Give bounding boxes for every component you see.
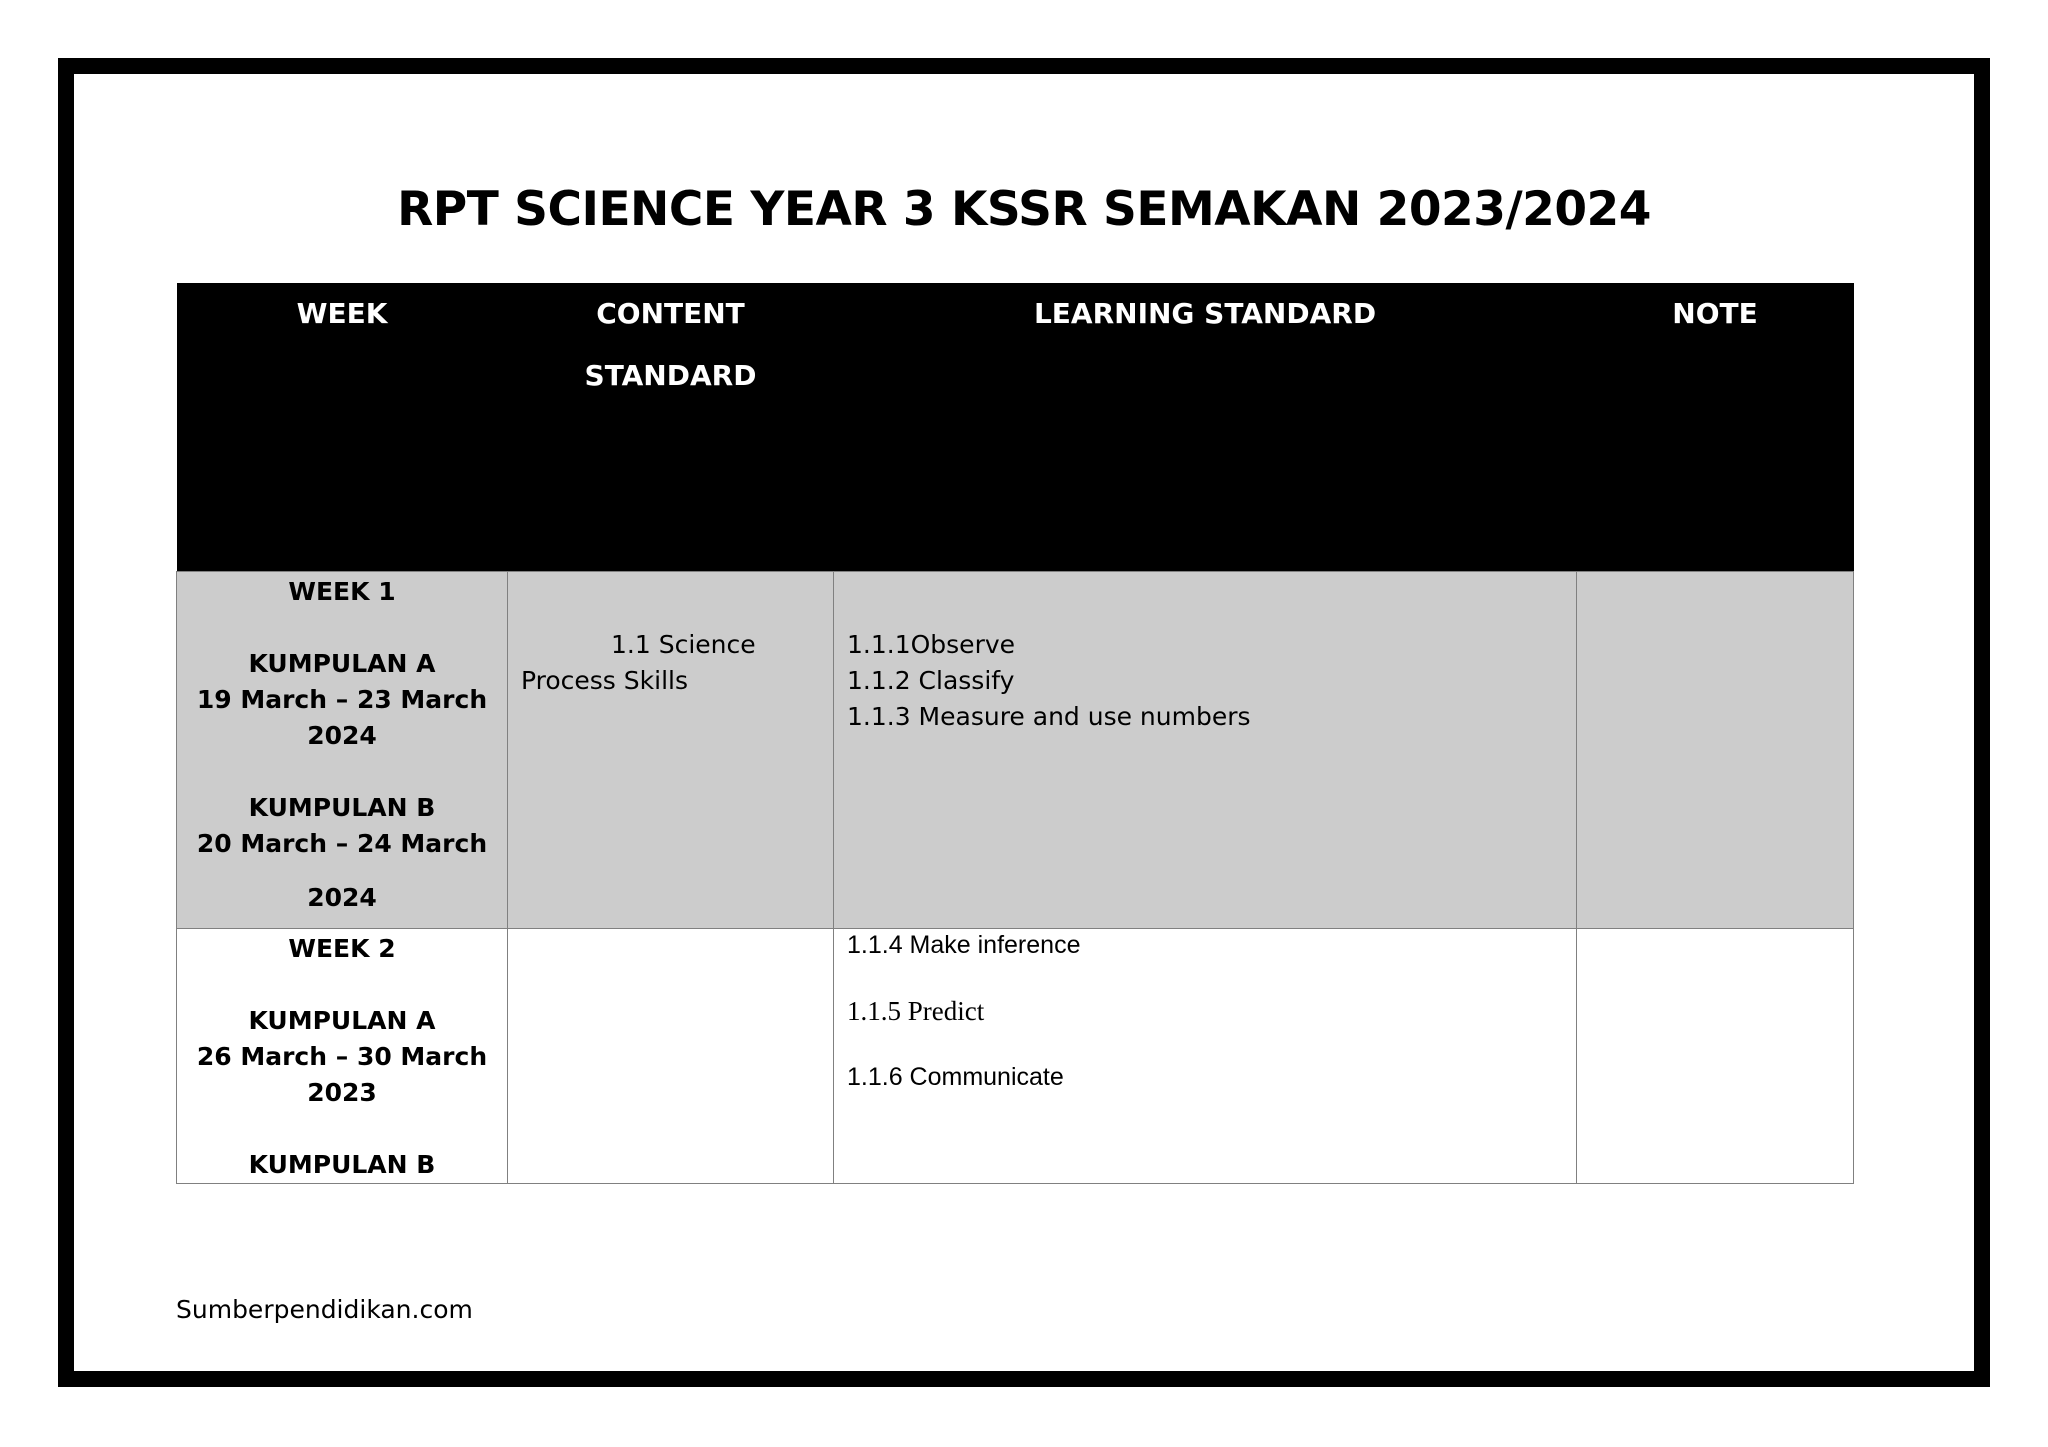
note-cell	[1577, 571, 1854, 928]
learning-standard-cell	[834, 928, 1577, 1183]
kumpulan-b-label: KUMPULAN B	[248, 792, 436, 822]
content-standard-cell	[508, 928, 834, 1183]
kumpulan-a-dates: 26 March – 30 March	[196, 1041, 488, 1071]
content-standard-line1: 1.1 Science	[611, 629, 756, 659]
kumpulan-a-dates: 19 March – 23 March	[196, 684, 488, 714]
header-content-line2: STANDARD	[584, 359, 757, 392]
table-row-week-1	[177, 571, 1854, 928]
header-note	[1577, 283, 1854, 571]
footer-source-text: Sumberpendidikan.com	[176, 1295, 473, 1324]
week-cell	[177, 571, 508, 928]
learning-item: 1.1.2 Classify	[847, 665, 1015, 695]
table-header	[177, 283, 1854, 571]
kumpulan-a-year: 2024	[307, 720, 377, 750]
document-title: RPT SCIENCE YEAR 3 KSSR SEMAKAN 2023/2024	[397, 182, 1651, 237]
kumpulan-b-year: 2024	[307, 882, 377, 912]
week-label: WEEK 1	[288, 576, 396, 606]
header-learning-standard	[834, 283, 1577, 571]
content-standard-line2: Process Skills	[521, 665, 688, 695]
learning-item: 1.1.5 Predict	[847, 995, 985, 1026]
header-content-line1: CONTENT	[596, 297, 745, 330]
week-cell	[177, 928, 508, 1183]
header-content-standard	[508, 283, 834, 571]
learning-item: 1.1.1Observe	[847, 629, 1016, 659]
header-week-label: WEEK	[296, 297, 388, 330]
week-label: WEEK 2	[288, 933, 396, 963]
note-cell	[1577, 928, 1854, 1183]
learning-standard-cell	[834, 571, 1577, 928]
content-standard-cell	[508, 571, 834, 928]
header-note-label: NOTE	[1672, 297, 1758, 330]
learning-item: 1.1.3 Measure and use numbers	[847, 701, 1251, 731]
kumpulan-b-label: KUMPULAN B	[248, 1149, 436, 1179]
kumpulan-a-label: KUMPULAN A	[248, 1005, 436, 1035]
table-row-week-2	[177, 928, 1854, 1183]
learning-item: 1.1.4 Make inference	[847, 930, 1081, 959]
header-learning-label: LEARNING STANDARD	[1033, 297, 1377, 330]
header-week	[177, 283, 508, 571]
rpt-table	[176, 283, 1854, 1184]
header-row	[177, 283, 1854, 571]
kumpulan-a-label: KUMPULAN A	[248, 648, 436, 678]
kumpulan-a-year: 2023	[307, 1077, 377, 1107]
kumpulan-b-dates: 20 March – 24 March	[196, 828, 488, 858]
learning-item: 1.1.6 Communicate	[847, 1062, 1064, 1091]
